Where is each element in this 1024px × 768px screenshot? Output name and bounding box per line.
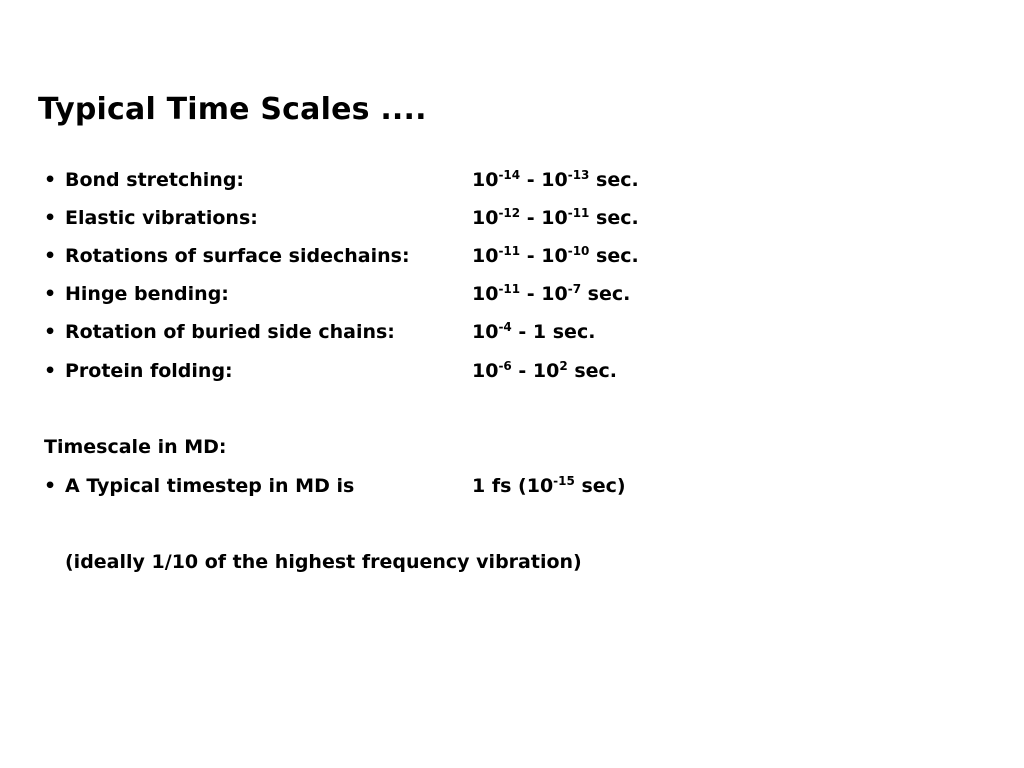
md-timestep-label: A Typical timestep in MD is <box>65 475 355 497</box>
list-item <box>44 167 639 193</box>
timescale-value <box>472 358 617 384</box>
bullet-icon: • <box>44 360 57 382</box>
value-separator: - 1 sec. <box>511 321 596 343</box>
value-base: 10 <box>472 245 499 267</box>
timescale-label: Elastic vibrations: <box>65 207 258 229</box>
value-base: 10 <box>472 169 499 191</box>
timescale-label: Bond stretching: <box>65 169 245 191</box>
value-prefix: 1 fs ( <box>472 475 527 497</box>
timescale-label: Rotation of buried side chains: <box>65 321 395 343</box>
timescale-label: Hinge bending: <box>65 283 229 305</box>
value-base: 10 <box>526 475 554 497</box>
value-unit: sec. <box>589 207 639 229</box>
value-separator: - <box>511 360 533 382</box>
value-base: 10 <box>541 207 568 229</box>
timescale-value <box>472 167 639 193</box>
list-item <box>44 319 596 345</box>
value-exponent: -4 <box>498 320 512 334</box>
bullet-icon: • <box>44 245 57 267</box>
bullet-icon: • <box>44 475 57 497</box>
value-base: 10 <box>532 360 560 382</box>
list-item <box>44 473 626 499</box>
value-separator: - <box>520 207 542 229</box>
value-exponent: -10 <box>567 244 590 258</box>
list-item <box>44 243 639 269</box>
timescale-value <box>472 319 595 345</box>
value-unit: sec. <box>581 283 631 305</box>
timescale-value <box>472 243 639 269</box>
value-unit: sec. <box>589 169 639 191</box>
value-base: 10 <box>472 283 499 305</box>
value-unit: sec. <box>589 245 639 267</box>
md-heading: Timescale in MD: <box>44 436 227 458</box>
value-separator: - <box>520 169 542 191</box>
value-exponent: -12 <box>498 206 521 220</box>
value-exponent: -6 <box>498 359 512 373</box>
bullet-icon: • <box>44 169 57 191</box>
value-base: 10 <box>472 321 499 343</box>
value-exponent: -11 <box>567 206 590 220</box>
value-exponent: 2 <box>559 359 568 373</box>
value-base: 10 <box>541 169 568 191</box>
value-separator: - <box>520 245 542 267</box>
list-item <box>44 358 618 384</box>
bullet-icon: • <box>44 283 57 305</box>
timescale-label: Protein folding: <box>65 360 233 382</box>
value-suffix: sec) <box>574 475 626 497</box>
timescale-value <box>472 281 630 307</box>
bullet-icon: • <box>44 207 57 229</box>
value-exponent: -15 <box>553 474 575 488</box>
value-exponent: -13 <box>567 168 590 182</box>
value-exponent: -14 <box>498 168 521 182</box>
list-item <box>44 281 631 307</box>
value-base: 10 <box>541 283 568 305</box>
timescale-label: Rotations of surface sidechains: <box>65 245 410 267</box>
list-item <box>44 205 639 231</box>
value-base: 10 <box>472 207 499 229</box>
value-exponent: -11 <box>498 244 521 258</box>
value-exponent: -11 <box>498 282 521 296</box>
md-note: (ideally 1/10 of the highest frequency vibration) <box>65 551 582 573</box>
value-separator: - <box>520 283 542 305</box>
bullet-icon: • <box>44 321 57 343</box>
value-unit: sec. <box>567 360 618 382</box>
value-base: 10 <box>541 245 568 267</box>
value-exponent: -7 <box>567 282 582 296</box>
slide-title: Typical Time Scales .... <box>38 92 427 127</box>
value-base: 10 <box>472 360 499 382</box>
md-timestep-value <box>472 473 626 499</box>
timescale-value <box>472 205 639 231</box>
